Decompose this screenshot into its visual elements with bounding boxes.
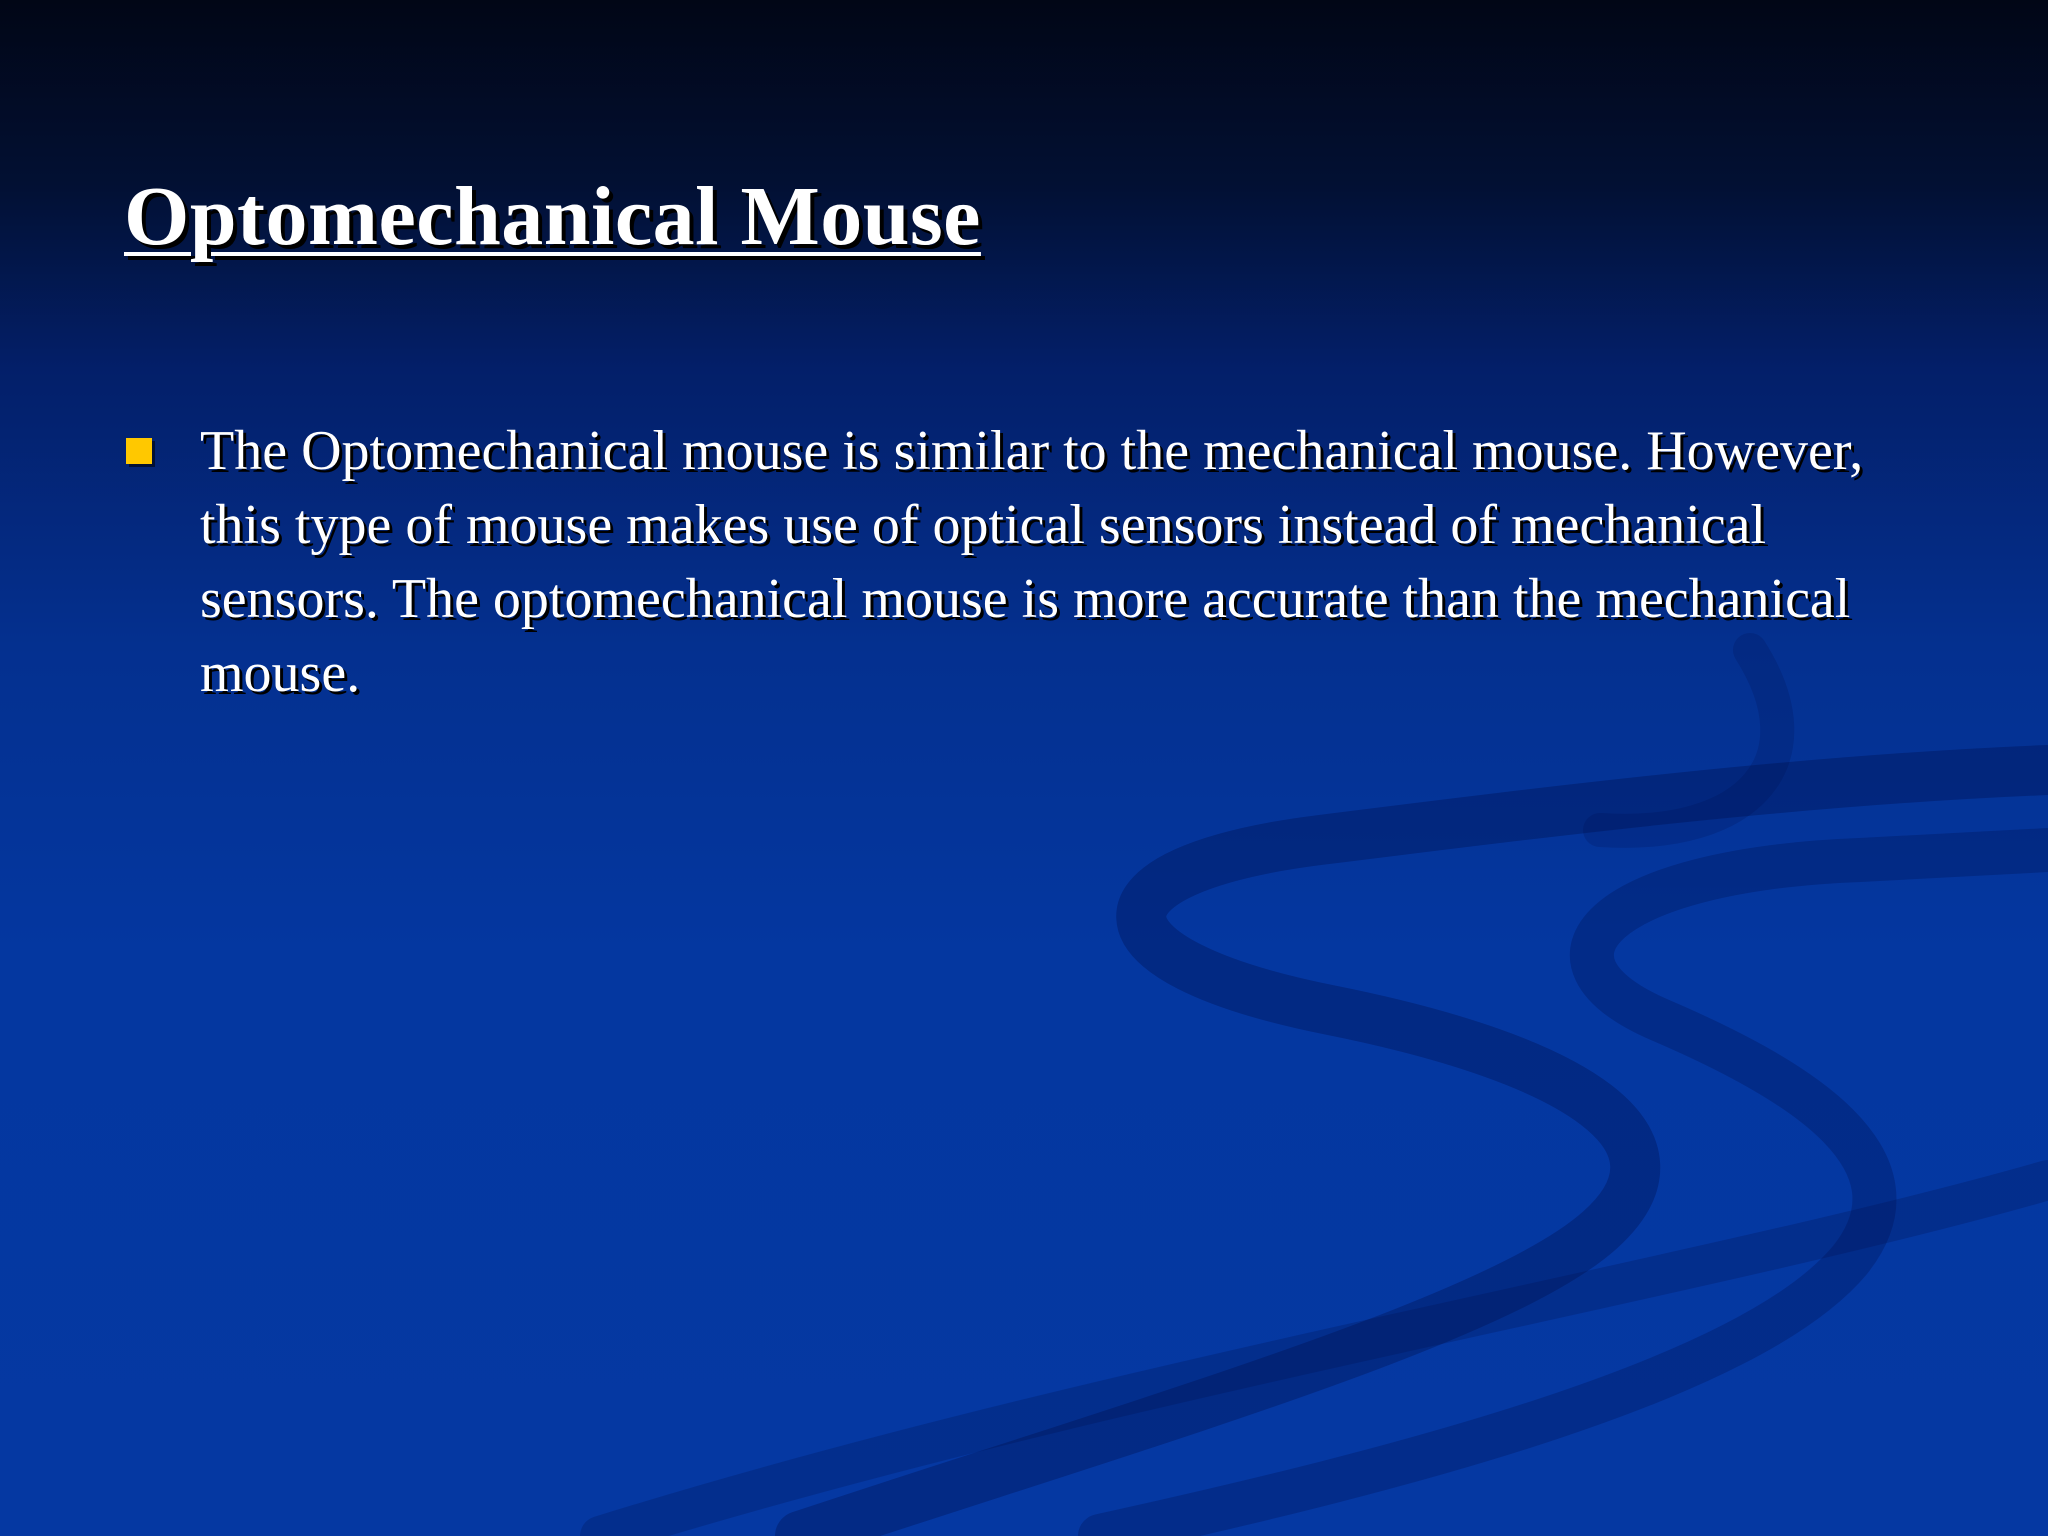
bullet-item xyxy=(124,414,1944,710)
slide-title: Optomechanical Mouse xyxy=(124,170,981,263)
square-bullet-icon xyxy=(126,438,152,464)
bullet-text: The Optomechanical mouse is similar to the mechanical mouse. However, this type of mouse makes use of optical sensors instead of mechanical sensors. The optomechanical mouse is more accurate than the mechanical mouse. xyxy=(200,420,1864,704)
bullet-list xyxy=(124,414,1944,710)
